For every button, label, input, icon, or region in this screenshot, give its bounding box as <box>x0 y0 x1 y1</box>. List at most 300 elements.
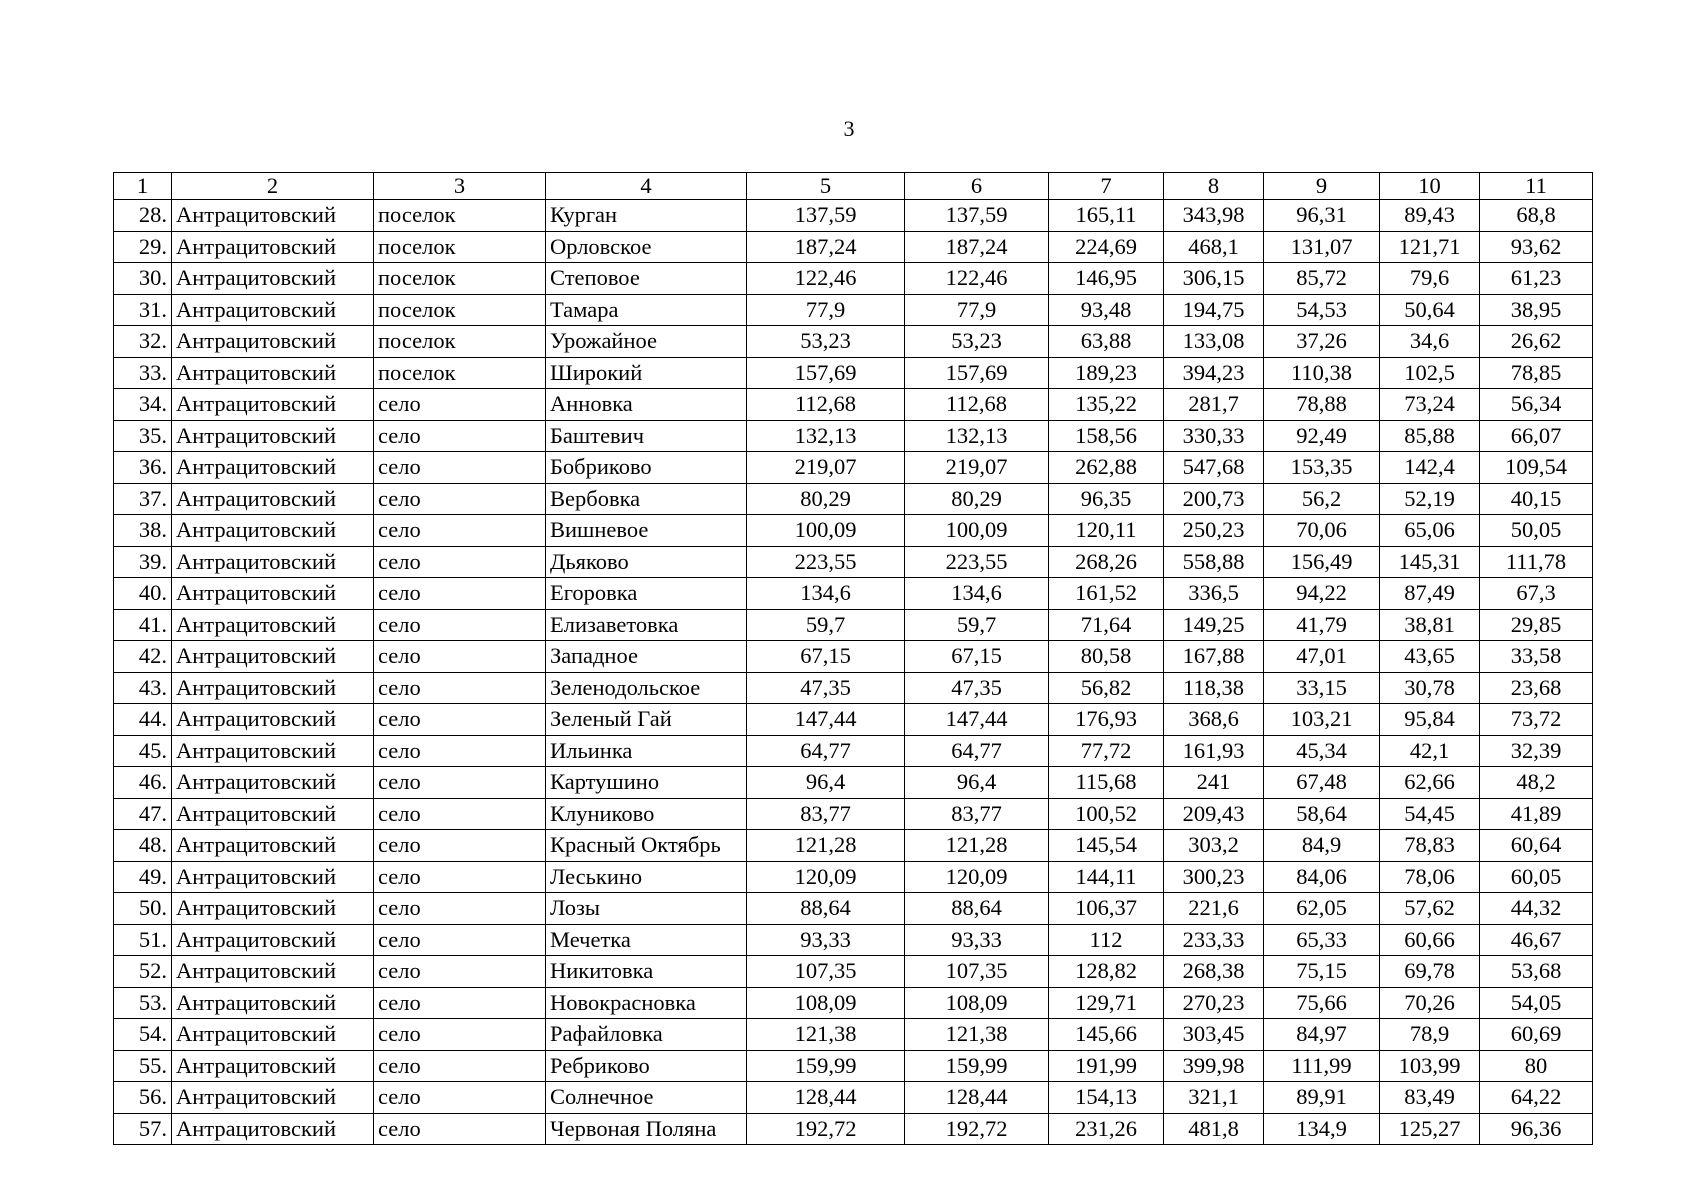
settlement-name-cell: Вербовка <box>546 483 747 515</box>
value-cell: 95,84 <box>1380 704 1480 736</box>
value-cell: 187,24 <box>905 231 1049 263</box>
settlement-type-cell: поселок <box>374 326 546 358</box>
district-cell: Антрацитовский <box>172 956 374 988</box>
value-cell: 33,15 <box>1264 672 1380 704</box>
value-cell: 133,08 <box>1164 326 1264 358</box>
row-number: 56. <box>114 1082 172 1114</box>
row-number: 32. <box>114 326 172 358</box>
settlement-name-cell: Леськино <box>546 861 747 893</box>
value-cell: 109,54 <box>1480 452 1593 484</box>
value-cell: 68,8 <box>1480 200 1593 232</box>
table-row <box>114 231 1593 263</box>
settlement-type-cell: село <box>374 546 546 578</box>
value-cell: 132,13 <box>747 420 905 452</box>
settlement-name-cell: Дьяково <box>546 546 747 578</box>
value-cell: 481,8 <box>1164 1113 1264 1145</box>
value-cell: 125,27 <box>1380 1113 1480 1145</box>
data-table <box>113 172 1593 1145</box>
value-cell: 38,81 <box>1380 609 1480 641</box>
value-cell: 89,91 <box>1264 1082 1380 1114</box>
value-cell: 47,35 <box>747 672 905 704</box>
value-cell: 270,23 <box>1164 987 1264 1019</box>
settlement-type-cell: поселок <box>374 357 546 389</box>
value-cell: 96,4 <box>747 767 905 799</box>
value-cell: 64,77 <box>747 735 905 767</box>
value-cell: 121,71 <box>1380 231 1480 263</box>
value-cell: 137,59 <box>905 200 1049 232</box>
value-cell: 54,45 <box>1380 798 1480 830</box>
settlement-name-cell: Егоровка <box>546 578 747 610</box>
value-cell: 156,49 <box>1264 546 1380 578</box>
value-cell: 54,05 <box>1480 987 1593 1019</box>
district-cell: Антрацитовский <box>172 924 374 956</box>
value-cell: 303,45 <box>1164 1019 1264 1051</box>
value-cell: 122,46 <box>747 263 905 295</box>
settlement-type-cell: село <box>374 861 546 893</box>
value-cell: 47,35 <box>905 672 1049 704</box>
value-cell: 64,77 <box>905 735 1049 767</box>
value-cell: 60,05 <box>1480 861 1593 893</box>
value-cell: 111,99 <box>1264 1050 1380 1082</box>
row-number: 38. <box>114 515 172 547</box>
row-number: 53. <box>114 987 172 1019</box>
value-cell: 83,77 <box>905 798 1049 830</box>
value-cell: 187,24 <box>747 231 905 263</box>
settlement-type-cell: село <box>374 735 546 767</box>
value-cell: 108,09 <box>905 987 1049 1019</box>
value-cell: 96,31 <box>1264 200 1380 232</box>
value-cell: 118,38 <box>1164 672 1264 704</box>
header-row <box>114 173 1593 200</box>
value-cell: 159,99 <box>747 1050 905 1082</box>
settlement-type-cell: село <box>374 893 546 925</box>
value-cell: 241 <box>1164 767 1264 799</box>
row-number: 28. <box>114 200 172 232</box>
value-cell: 108,09 <box>747 987 905 1019</box>
row-number: 46. <box>114 767 172 799</box>
value-cell: 75,15 <box>1264 956 1380 988</box>
district-cell: Антрацитовский <box>172 452 374 484</box>
value-cell: 93,48 <box>1049 294 1164 326</box>
value-cell: 67,15 <box>747 641 905 673</box>
value-cell: 57,62 <box>1380 893 1480 925</box>
value-cell: 399,98 <box>1164 1050 1264 1082</box>
settlement-type-cell: село <box>374 704 546 736</box>
value-cell: 100,09 <box>905 515 1049 547</box>
value-cell: 53,23 <box>747 326 905 358</box>
value-cell: 85,88 <box>1380 420 1480 452</box>
table-row <box>114 861 1593 893</box>
value-cell: 191,99 <box>1049 1050 1164 1082</box>
district-cell: Антрацитовский <box>172 483 374 515</box>
settlement-type-cell: село <box>374 924 546 956</box>
value-cell: 42,1 <box>1380 735 1480 767</box>
value-cell: 128,82 <box>1049 956 1164 988</box>
row-number: 39. <box>114 546 172 578</box>
settlement-name-cell: Зеленый Гай <box>546 704 747 736</box>
value-cell: 394,23 <box>1164 357 1264 389</box>
settlement-type-cell: поселок <box>374 200 546 232</box>
settlement-type-cell: село <box>374 767 546 799</box>
value-cell: 107,35 <box>905 956 1049 988</box>
value-cell: 44,32 <box>1480 893 1593 925</box>
value-cell: 100,52 <box>1049 798 1164 830</box>
settlement-type-cell: село <box>374 609 546 641</box>
value-cell: 112,68 <box>747 389 905 421</box>
value-cell: 131,07 <box>1264 231 1380 263</box>
value-cell: 115,68 <box>1049 767 1164 799</box>
value-cell: 200,73 <box>1164 483 1264 515</box>
value-cell: 63,88 <box>1049 326 1164 358</box>
settlement-type-cell: село <box>374 641 546 673</box>
settlement-name-cell: Ребриково <box>546 1050 747 1082</box>
district-cell: Антрацитовский <box>172 641 374 673</box>
value-cell: 368,6 <box>1164 704 1264 736</box>
value-cell: 33,58 <box>1480 641 1593 673</box>
value-cell: 56,82 <box>1049 672 1164 704</box>
value-cell: 112,68 <box>905 389 1049 421</box>
value-cell: 262,88 <box>1049 452 1164 484</box>
value-cell: 135,22 <box>1049 389 1164 421</box>
value-cell: 78,88 <box>1264 389 1380 421</box>
value-cell: 84,06 <box>1264 861 1380 893</box>
row-number: 37. <box>114 483 172 515</box>
settlement-name-cell: Широкий <box>546 357 747 389</box>
table-row <box>114 641 1593 673</box>
settlement-type-cell: село <box>374 420 546 452</box>
value-cell: 223,55 <box>905 546 1049 578</box>
value-cell: 268,38 <box>1164 956 1264 988</box>
district-cell: Антрацитовский <box>172 263 374 295</box>
table-body <box>114 200 1593 1145</box>
table-row <box>114 578 1593 610</box>
value-cell: 147,44 <box>905 704 1049 736</box>
district-cell: Антрацитовский <box>172 1050 374 1082</box>
column-header: 1 <box>114 173 172 200</box>
district-cell: Антрацитовский <box>172 546 374 578</box>
column-header: 5 <box>747 173 905 200</box>
table-row <box>114 956 1593 988</box>
value-cell: 145,66 <box>1049 1019 1164 1051</box>
row-number: 49. <box>114 861 172 893</box>
column-header: 10 <box>1380 173 1480 200</box>
column-header: 11 <box>1480 173 1593 200</box>
settlement-type-cell: село <box>374 956 546 988</box>
table-row <box>114 830 1593 862</box>
row-number: 35. <box>114 420 172 452</box>
value-cell: 70,06 <box>1264 515 1380 547</box>
settlement-type-cell: село <box>374 672 546 704</box>
value-cell: 121,38 <box>747 1019 905 1051</box>
value-cell: 29,85 <box>1480 609 1593 641</box>
settlement-name-cell: Новокрасновка <box>546 987 747 1019</box>
settlement-name-cell: Баштевич <box>546 420 747 452</box>
row-number: 44. <box>114 704 172 736</box>
district-cell: Антрацитовский <box>172 861 374 893</box>
value-cell: 62,05 <box>1264 893 1380 925</box>
district-cell: Антрацитовский <box>172 578 374 610</box>
value-cell: 144,11 <box>1049 861 1164 893</box>
settlement-type-cell: село <box>374 1050 546 1082</box>
district-cell: Антрацитовский <box>172 735 374 767</box>
value-cell: 153,35 <box>1264 452 1380 484</box>
district-cell: Антрацитовский <box>172 672 374 704</box>
district-cell: Антрацитовский <box>172 200 374 232</box>
value-cell: 60,69 <box>1480 1019 1593 1051</box>
settlement-name-cell: Урожайное <box>546 326 747 358</box>
value-cell: 120,09 <box>747 861 905 893</box>
value-cell: 50,05 <box>1480 515 1593 547</box>
settlement-name-cell: Лозы <box>546 893 747 925</box>
value-cell: 93,33 <box>905 924 1049 956</box>
row-number: 40. <box>114 578 172 610</box>
value-cell: 52,19 <box>1380 483 1480 515</box>
value-cell: 37,26 <box>1264 326 1380 358</box>
district-cell: Антрацитовский <box>172 830 374 862</box>
value-cell: 85,72 <box>1264 263 1380 295</box>
row-number: 29. <box>114 231 172 263</box>
value-cell: 192,72 <box>747 1113 905 1145</box>
value-cell: 137,59 <box>747 200 905 232</box>
table-row <box>114 263 1593 295</box>
column-header: 4 <box>546 173 747 200</box>
table-row <box>114 735 1593 767</box>
value-cell: 60,64 <box>1480 830 1593 862</box>
table-row <box>114 893 1593 925</box>
value-cell: 154,13 <box>1049 1082 1164 1114</box>
value-cell: 165,11 <box>1049 200 1164 232</box>
value-cell: 80,58 <box>1049 641 1164 673</box>
value-cell: 132,13 <box>905 420 1049 452</box>
table-row <box>114 357 1593 389</box>
value-cell: 45,34 <box>1264 735 1380 767</box>
district-cell: Антрацитовский <box>172 294 374 326</box>
value-cell: 47,01 <box>1264 641 1380 673</box>
table-row <box>114 924 1593 956</box>
row-number: 42. <box>114 641 172 673</box>
row-number: 45. <box>114 735 172 767</box>
value-cell: 303,2 <box>1164 830 1264 862</box>
value-cell: 176,93 <box>1049 704 1164 736</box>
value-cell: 38,95 <box>1480 294 1593 326</box>
settlement-name-cell: Западное <box>546 641 747 673</box>
value-cell: 32,39 <box>1480 735 1593 767</box>
value-cell: 75,66 <box>1264 987 1380 1019</box>
settlement-name-cell: Мечетка <box>546 924 747 956</box>
value-cell: 54,53 <box>1264 294 1380 326</box>
value-cell: 40,15 <box>1480 483 1593 515</box>
value-cell: 23,68 <box>1480 672 1593 704</box>
value-cell: 558,88 <box>1164 546 1264 578</box>
district-cell: Антрацитовский <box>172 389 374 421</box>
value-cell: 142,4 <box>1380 452 1480 484</box>
value-cell: 77,72 <box>1049 735 1164 767</box>
settlement-type-cell: село <box>374 578 546 610</box>
value-cell: 161,93 <box>1164 735 1264 767</box>
settlement-type-cell: село <box>374 987 546 1019</box>
table-row <box>114 546 1593 578</box>
value-cell: 80 <box>1480 1050 1593 1082</box>
value-cell: 111,78 <box>1480 546 1593 578</box>
value-cell: 336,5 <box>1164 578 1264 610</box>
value-cell: 128,44 <box>905 1082 1049 1114</box>
value-cell: 121,38 <box>905 1019 1049 1051</box>
district-cell: Антрацитовский <box>172 1113 374 1145</box>
value-cell: 145,54 <box>1049 830 1164 862</box>
row-number: 47. <box>114 798 172 830</box>
settlement-type-cell: село <box>374 1019 546 1051</box>
value-cell: 250,23 <box>1164 515 1264 547</box>
settlement-type-cell: поселок <box>374 231 546 263</box>
table-row <box>114 987 1593 1019</box>
value-cell: 80,29 <box>747 483 905 515</box>
value-cell: 67,15 <box>905 641 1049 673</box>
value-cell: 88,64 <box>905 893 1049 925</box>
district-cell: Антрацитовский <box>172 767 374 799</box>
value-cell: 67,48 <box>1264 767 1380 799</box>
value-cell: 121,28 <box>905 830 1049 862</box>
column-header: 2 <box>172 173 374 200</box>
district-cell: Антрацитовский <box>172 357 374 389</box>
value-cell: 58,64 <box>1264 798 1380 830</box>
page-number: 3 <box>843 116 855 141</box>
value-cell: 78,85 <box>1480 357 1593 389</box>
settlement-name-cell: Никитовка <box>546 956 747 988</box>
value-cell: 92,49 <box>1264 420 1380 452</box>
value-cell: 149,25 <box>1164 609 1264 641</box>
district-cell: Антрацитовский <box>172 326 374 358</box>
value-cell: 161,52 <box>1049 578 1164 610</box>
value-cell: 34,6 <box>1380 326 1480 358</box>
row-number: 57. <box>114 1113 172 1145</box>
settlement-name-cell: Червоная Поляна <box>546 1113 747 1145</box>
column-header: 8 <box>1164 173 1264 200</box>
column-header: 3 <box>374 173 546 200</box>
row-number: 31. <box>114 294 172 326</box>
row-number: 48. <box>114 830 172 862</box>
value-cell: 43,65 <box>1380 641 1480 673</box>
value-cell: 93,62 <box>1480 231 1593 263</box>
value-cell: 73,24 <box>1380 389 1480 421</box>
value-cell: 145,31 <box>1380 546 1480 578</box>
table-row <box>114 1082 1593 1114</box>
value-cell: 343,98 <box>1164 200 1264 232</box>
value-cell: 209,43 <box>1164 798 1264 830</box>
value-cell: 71,64 <box>1049 609 1164 641</box>
value-cell: 96,36 <box>1480 1113 1593 1145</box>
row-number: 52. <box>114 956 172 988</box>
district-cell: Антрацитовский <box>172 704 374 736</box>
row-number: 30. <box>114 263 172 295</box>
district-cell: Антрацитовский <box>172 1082 374 1114</box>
value-cell: 88,64 <box>747 893 905 925</box>
value-cell: 96,35 <box>1049 483 1164 515</box>
value-cell: 129,71 <box>1049 987 1164 1019</box>
value-cell: 120,11 <box>1049 515 1164 547</box>
row-number: 54. <box>114 1019 172 1051</box>
value-cell: 189,23 <box>1049 357 1164 389</box>
value-cell: 120,09 <box>905 861 1049 893</box>
value-cell: 100,09 <box>747 515 905 547</box>
table-row <box>114 1050 1593 1082</box>
value-cell: 321,1 <box>1164 1082 1264 1114</box>
settlement-name-cell: Вишневое <box>546 515 747 547</box>
value-cell: 134,6 <box>747 578 905 610</box>
value-cell: 281,7 <box>1164 389 1264 421</box>
settlement-name-cell: Курган <box>546 200 747 232</box>
settlement-name-cell: Солнечное <box>546 1082 747 1114</box>
value-cell: 223,55 <box>747 546 905 578</box>
value-cell: 66,07 <box>1480 420 1593 452</box>
value-cell: 46,67 <box>1480 924 1593 956</box>
row-number: 55. <box>114 1050 172 1082</box>
value-cell: 60,66 <box>1380 924 1480 956</box>
table-row <box>114 1113 1593 1145</box>
row-number: 36. <box>114 452 172 484</box>
value-cell: 159,99 <box>905 1050 1049 1082</box>
table-header <box>114 173 1593 200</box>
settlement-name-cell: Рафайловка <box>546 1019 747 1051</box>
value-cell: 48,2 <box>1480 767 1593 799</box>
value-cell: 94,22 <box>1264 578 1380 610</box>
value-cell: 77,9 <box>905 294 1049 326</box>
value-cell: 96,4 <box>905 767 1049 799</box>
row-number: 41. <box>114 609 172 641</box>
table-row <box>114 452 1593 484</box>
table-row <box>114 294 1593 326</box>
district-cell: Антрацитовский <box>172 515 374 547</box>
value-cell: 268,26 <box>1049 546 1164 578</box>
row-number: 34. <box>114 389 172 421</box>
settlement-name-cell: Елизаветовка <box>546 609 747 641</box>
value-cell: 59,7 <box>747 609 905 641</box>
value-cell: 330,33 <box>1164 420 1264 452</box>
value-cell: 89,43 <box>1380 200 1480 232</box>
value-cell: 41,79 <box>1264 609 1380 641</box>
settlement-type-cell: село <box>374 515 546 547</box>
value-cell: 78,06 <box>1380 861 1480 893</box>
table-row <box>114 798 1593 830</box>
value-cell: 77,9 <box>747 294 905 326</box>
value-cell: 221,6 <box>1164 893 1264 925</box>
table-row <box>114 767 1593 799</box>
settlement-name-cell: Степовое <box>546 263 747 295</box>
settlement-name-cell: Бобриково <box>546 452 747 484</box>
district-cell: Антрацитовский <box>172 609 374 641</box>
value-cell: 112 <box>1049 924 1164 956</box>
settlement-type-cell: село <box>374 1113 546 1145</box>
table-row <box>114 326 1593 358</box>
value-cell: 61,23 <box>1480 263 1593 295</box>
value-cell: 468,1 <box>1164 231 1264 263</box>
value-cell: 65,33 <box>1264 924 1380 956</box>
value-cell: 70,26 <box>1380 987 1480 1019</box>
district-cell: Антрацитовский <box>172 420 374 452</box>
settlement-name-cell: Ильинка <box>546 735 747 767</box>
value-cell: 62,66 <box>1380 767 1480 799</box>
value-cell: 56,34 <box>1480 389 1593 421</box>
value-cell: 83,49 <box>1380 1082 1480 1114</box>
value-cell: 59,7 <box>905 609 1049 641</box>
settlement-name-cell: Зеленодольское <box>546 672 747 704</box>
district-cell: Антрацитовский <box>172 893 374 925</box>
settlement-name-cell: Орловское <box>546 231 747 263</box>
value-cell: 306,15 <box>1164 263 1264 295</box>
column-header: 6 <box>905 173 1049 200</box>
row-number: 51. <box>114 924 172 956</box>
district-cell: Антрацитовский <box>172 798 374 830</box>
value-cell: 65,06 <box>1380 515 1480 547</box>
